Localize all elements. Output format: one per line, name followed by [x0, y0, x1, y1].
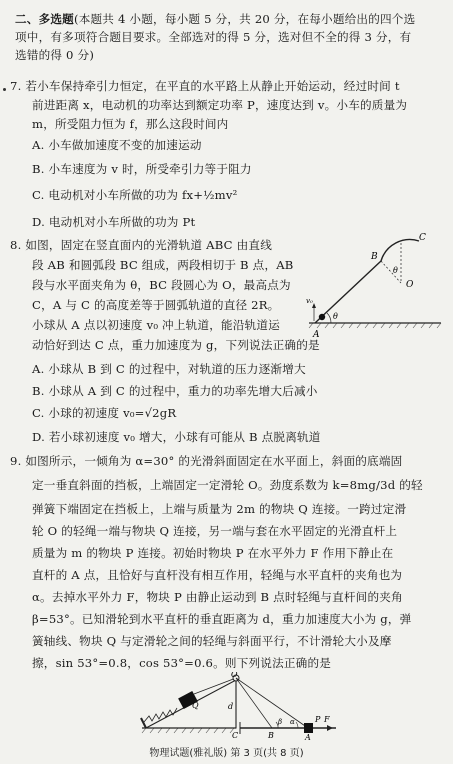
- q8-option-a: A. 小球从 B 到 C 的过程中，对轨道的压力逐渐增大: [32, 362, 306, 376]
- page-footer: 物理试题(雅礼版) 第 3 页(共 8 页): [149, 748, 304, 759]
- q8-option-d: D. 若小球初速度 v₀ 增大，小球有可能从 B 点脱离轨道: [32, 430, 321, 444]
- q9-stem-7: α。去掉水平外力 F，物块 P 由静止运动到 B 点时轻绳与直杆间的夹角: [32, 590, 403, 604]
- q9-stem-5: 质量为 m 的物块 P 连接。初始时物块 P 在水平外力 F 作用下静止在: [32, 546, 394, 560]
- q8-figure: [305, 233, 445, 345]
- fig9-label-d: d: [228, 702, 234, 711]
- q7-option-b: B. 小车速度为 v 时，所受牵引力等于阻力: [32, 162, 252, 176]
- q7-option-c: C. 电动机对小车所做的功为 fx+½mv²: [32, 188, 238, 202]
- q9-stem-1: 9. 如图所示，一倾角为 α=30° 的光滑斜面固定在水平面上，斜面的底端固: [10, 454, 403, 468]
- fig9-label-beta: β: [278, 718, 283, 726]
- fig9-label-b: B: [268, 731, 274, 740]
- fig8-label-theta: θ: [393, 266, 398, 275]
- margin-dot: [3, 88, 6, 91]
- q9-figure: [140, 672, 340, 740]
- q7-stem-1: 7. 若小车保持牵引力恒定，在平直的水平路上从静止开始运动，经过时间 t: [10, 79, 400, 93]
- q8-stem-3: 段与水平面夹角为 θ，BC 段圆心为 O，最高点为: [32, 278, 291, 292]
- q7-option-a: A. 小车做加速度不变的加速运动: [32, 138, 202, 152]
- track-arc-bc: [381, 240, 419, 261]
- fig9-label-c: C: [232, 731, 239, 740]
- fig9-label-alpha: α: [290, 718, 295, 726]
- fig9-label-p: P: [315, 715, 321, 724]
- q8-option-c: C. 小球的初速度 v₀=√2gR: [32, 406, 177, 420]
- q7-stem-2: 前进距离 x，电动机的功率达到额定功率 P，速度达到 v。小车的质量为: [32, 98, 408, 112]
- q9-stem-2: 定一垂直斜面的挡板，上端固定一定滑轮 O。劲度系数为 k=8mg/3d 的轻: [32, 478, 423, 492]
- q9-stem-6: 直杆的 A 点，且恰好与直杆没有相互作用，轻绳与水平直杆的夹角也为: [32, 568, 403, 582]
- ball: [319, 314, 325, 320]
- q8-stem-1: 8. 如图，固定在竖直面内的光滑轨道 ABC 由直线: [10, 238, 272, 252]
- q9-stem-10: 擦，sin 53°=0.8，cos 53°=0.6。则下列说法正确的是: [32, 656, 332, 670]
- q9-stem-3: 弹簧下端固定在挡板上，上端与质量为 2m 的物块 Q 连接。一跨过定滑: [32, 502, 407, 516]
- q8-stem-6: 动恰好到达 C 点，重力加速度为 g，下列说法正确的是: [32, 338, 320, 352]
- section-heading-line: [15, 12, 441, 26]
- fig8-label-theta-a: θ: [333, 312, 338, 321]
- q9-stem-8: β=53°。已知滑轮到水平直杆的垂直距离为 d，重力加速度大小为 g，弹: [32, 612, 412, 626]
- q9-stem-4: 轮 O 的轻绳一端与物块 Q 连接，另一端与套在水平固定的光滑直杆上: [32, 524, 398, 538]
- section-intro-2: 项中，有多项符合题目要求。全部选对的得 5 分，选对但不全的得 3 分，有: [15, 30, 412, 44]
- fig9-label-o: O: [231, 672, 238, 679]
- q9-stem-9: 簧轴线、物块 Q 与定滑轮之间的轻绳与斜面平行，不计滑轮大小及摩: [32, 634, 392, 648]
- section-intro-3: 选错的得 0 分): [15, 48, 95, 62]
- fig9-label-q: Q: [192, 701, 199, 710]
- q7-stem-3: m，所受阻力恒为 f，那么这段时间内: [32, 117, 229, 131]
- q8-stem-2: 段 AB 和圆弧段 BC 组成，两段相切于 B 点，AB: [32, 258, 294, 272]
- section-heading: 二、多选题: [15, 12, 74, 26]
- track-ab: [315, 261, 381, 323]
- q8-stem-5: 小球从 A 点以初速度 v₀ 冲上轨道，能沿轨道运: [32, 318, 281, 332]
- section-intro-1: (本题共 4 小题，每小题 5 分，共 20 分，在每小题给出的四个选: [73, 12, 416, 26]
- fig8-label-v0: v₀: [306, 297, 313, 305]
- fig9-label-f: F: [324, 715, 330, 724]
- block-p: [304, 723, 313, 733]
- fig8-label-c: C: [419, 233, 426, 243]
- q8-stem-4: C，A 与 C 的高度差等于圆弧轨道的直径 2R。: [32, 298, 280, 312]
- fig8-label-b: B: [371, 252, 378, 262]
- q8-option-b: B. 小球从 A 到 C 的过程中，重力的功率先增大后减小: [32, 384, 318, 398]
- fig8-label-a: A: [313, 330, 320, 340]
- fig8-label-o: O: [406, 280, 414, 290]
- q7-option-d: D. 电动机对小车所做的功为 Pt: [32, 215, 196, 229]
- fig9-label-a: A: [305, 733, 311, 740]
